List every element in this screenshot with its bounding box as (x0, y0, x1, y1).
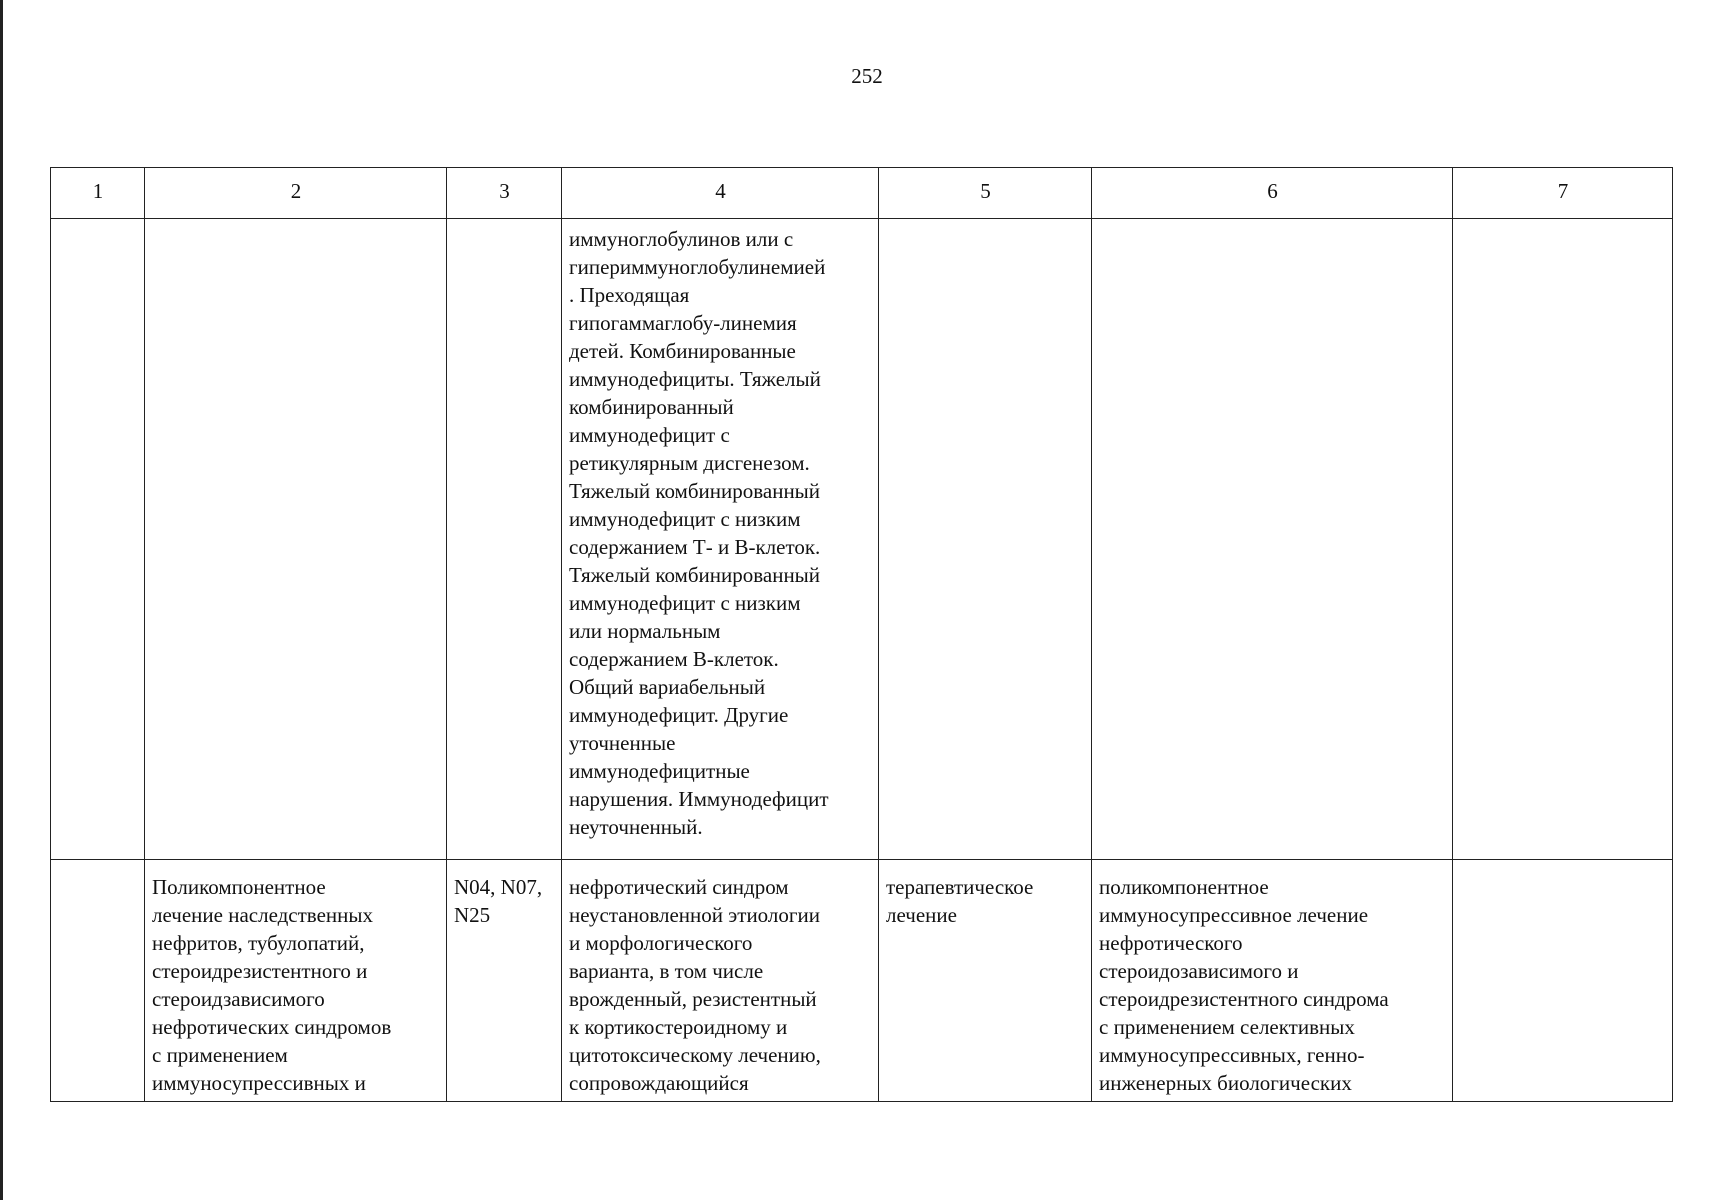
cell-column-7 (1453, 860, 1673, 1102)
cell-treatment-type (879, 219, 1092, 860)
cell-text-line: иммунодефицитные (569, 759, 750, 783)
cell-diagnosis (562, 219, 879, 860)
cell-text-line: неустановленной этиологии (569, 903, 820, 927)
page-number: 252 (851, 64, 883, 88)
header-cell-6: 6 (1092, 168, 1453, 219)
cell-text-line: иммунодефицит. Другие (569, 703, 789, 727)
cell-text-line: иммунодефицит с низким (569, 591, 801, 615)
header-cell-1: 1 (51, 168, 145, 219)
cell-text-line: гипогаммаглобу-линемия (569, 311, 797, 335)
cell-text-line: лечение (886, 903, 957, 927)
cell-text-line: детей. Комбинированные (569, 339, 796, 363)
cell-text-line: содержанием Т- и В-клеток. (569, 535, 821, 559)
cell-text-line: иммуноглобулинов или с (569, 227, 794, 251)
cell-text-line: комбинированный (569, 395, 734, 419)
cell-text-line: Тяжелый комбинированный (569, 563, 821, 587)
cell-column-7 (1453, 219, 1673, 860)
cell-text-line: нефротического (1099, 931, 1243, 955)
cell-text-line: неуточненный. (569, 815, 703, 839)
cell-text-line: иммунодефицит с (569, 423, 730, 447)
cell-icd-codes (447, 219, 562, 860)
cell-text-line: варианта, в том числе (569, 959, 764, 983)
cell-text-line: нефротических синдромов (152, 1015, 392, 1039)
cell-text-line: N04, N07, (454, 875, 543, 899)
cell-treatment-type (879, 860, 1092, 1102)
cell-text-line: цитотоксическому лечению, (569, 1043, 821, 1067)
header-cell-4: 4 (562, 168, 879, 219)
cell-text-line: стероидозависимого и (1099, 959, 1299, 983)
cell-method (1092, 219, 1453, 860)
table-header-row (51, 168, 1673, 219)
cell-method (1092, 860, 1453, 1102)
cell-text-line: . Преходящая (569, 283, 690, 307)
cell-text-line: иммунодефицит с низким (569, 507, 801, 531)
cell-text-line: врожденный, резистентный (569, 987, 817, 1011)
scan-left-edge (0, 0, 3, 1200)
cell-diagnosis (562, 860, 879, 1102)
cell-text-line: Поликомпонентное (152, 875, 326, 899)
cell-text-line: инженерных биологических (1099, 1071, 1352, 1095)
cell-text-line: к кортикостероидному и (569, 1015, 788, 1039)
cell-number (51, 860, 145, 1102)
cell-text-line: иммуносупрессивных и (152, 1071, 366, 1095)
table-row (51, 860, 1673, 1102)
cell-text-line: иммуносупрессивных, генно- (1099, 1043, 1365, 1067)
cell-text-line: Тяжелый комбинированный (569, 479, 821, 503)
cell-text-line: иммунодефициты. Тяжелый (569, 367, 821, 391)
cell-text-line: сопровождающийся (569, 1071, 749, 1095)
cell-text-line: уточненные (569, 731, 676, 755)
cell-text-line: гипериммуноглобулинемией (569, 255, 826, 279)
cell-treatment-name (145, 860, 447, 1102)
cell-text-line: нефротический синдром (569, 875, 789, 899)
cell-text-line: иммуносупрессивное лечение (1099, 903, 1369, 927)
cell-text-line: стероидрезистентного синдрома (1099, 987, 1389, 1011)
cell-text-line: терапевтическое (886, 875, 1034, 899)
header-cell-3: 3 (447, 168, 562, 219)
cell-text-line: содержанием В-клеток. (569, 647, 779, 671)
cell-icd-codes (447, 860, 562, 1102)
cell-number (51, 219, 145, 860)
cell-text-line: N25 (454, 903, 491, 927)
document-table (50, 167, 1673, 1102)
cell-text-line: Общий вариабельный (569, 675, 766, 699)
cell-treatment-name (145, 219, 447, 860)
cell-text-line: или нормальным (569, 619, 721, 643)
cell-text-line: и морфологического (569, 931, 753, 955)
header-cell-7: 7 (1453, 168, 1673, 219)
cell-text-line: с применением селективных (1099, 1015, 1355, 1039)
table-row (51, 219, 1673, 860)
cell-text-line: поликомпонентное (1099, 875, 1269, 899)
header-cell-5: 5 (879, 168, 1092, 219)
cell-text-line: стероидзависимого (152, 987, 325, 1011)
cell-text-line: нефритов, тубулопатий, (152, 931, 365, 955)
cell-text-line: с применением (152, 1043, 288, 1067)
cell-text-line: нарушения. Иммунодефицит (569, 787, 829, 811)
header-cell-2: 2 (145, 168, 447, 219)
cell-text-line: лечение наследственных (152, 903, 373, 927)
cell-text-line: ретикулярным дисгенезом. (569, 451, 810, 475)
cell-text-line: стероидрезистентного и (152, 959, 368, 983)
